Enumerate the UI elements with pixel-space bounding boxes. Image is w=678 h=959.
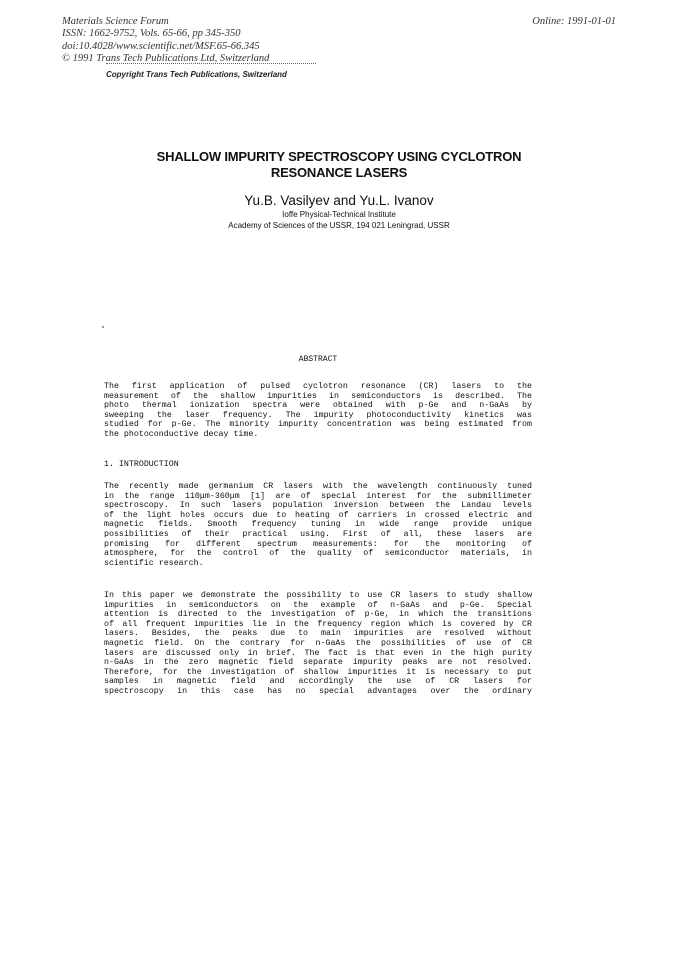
text-line: of all frequent impurities lie in the frequency region which is covered by CR: [104, 619, 532, 629]
text-line: spectroscopy in this case has no special advantages over the ordinary: [104, 686, 532, 696]
text-line: magnetic fields. Smooth frequency tuning in wide range provide unique: [104, 520, 532, 530]
journal-meta: [62, 16, 269, 65]
text-line: n-GaAs in the zero magnetic field separate impurity peaks are not resolved.: [104, 658, 532, 668]
text-line: promising for different spectrum measurements: for the monitoring of: [104, 539, 532, 549]
text-line: lasers are discussed only in brief. The fact is that even in the high purity: [104, 648, 532, 658]
text-line: In this paper we demonstrate the possibility to use CR lasers to study shallow: [104, 591, 532, 600]
text-line: in the range 110μm-360μm [1] are of special interest for the submillimeter: [104, 491, 532, 501]
issn-line: ISSN: 1662-9752, Vols. 65-66, pp 345-350: [62, 28, 241, 40]
title-line: SHALLOW IMPURITY SPECTROSCOPY USING CYCLOTRON: [156, 149, 522, 164]
affiliation-line: Ioffe Physical-Technical Institute: [282, 210, 396, 219]
paper-title: [110, 149, 568, 181]
text-line: attention is directed to the investigation of p-Ge, in which the transitions: [104, 610, 532, 620]
online-date: Online: 1991-01-01: [532, 16, 616, 27]
text-line: impurities in semiconductors on the example of n-GaAs and p-Ge. Special: [104, 600, 532, 610]
text-line: possibilities of their practical using. First of all, these lasers are: [104, 529, 532, 539]
text-line: samples in magnetic field and accordingly the use of CR lasers for: [104, 677, 532, 687]
text-line: sweeping the laser frequency. The impurity photoconductivity kinetics was: [104, 410, 532, 420]
title-line: RESONANCE LASERS: [270, 165, 408, 180]
doi-line: doi:10.4028/www.scientific.net/MSF.65-66.345: [62, 40, 260, 52]
text-line: lasers. Besides, the peaks due to main impurities are resolved without: [104, 629, 532, 639]
text-line: The first application of pulsed cyclotron resonance (CR) lasers to the: [104, 382, 532, 391]
copyright-notice: Copyright Trans Tech Publications, Switzerland: [106, 70, 287, 79]
text-line: spectroscopy. In such lasers population inversion between the Landau levels: [104, 501, 532, 511]
publisher-line: © 1991 Trans Tech Publications Ltd, Switzerland: [62, 52, 270, 64]
intro-paragraph-1: [104, 482, 532, 568]
text-line: studied for p-Ge. The minority impurity concentration was being estimated from: [104, 420, 532, 430]
text-line: of the light holes occurs due to heating of carriers in crossed electric and: [104, 510, 532, 520]
journal-name: Materials Science Forum: [62, 16, 169, 27]
abstract-paragraph: [104, 382, 532, 440]
text-line: Therefore, for the investigation of shallow impurities it is necessary to put: [104, 667, 532, 677]
text-line: magnetic field. On the contrary for n-GaAs the possibilities of use of CR: [104, 638, 532, 648]
affiliation-line: Academy of Sciences of the USSR, 194 021 Leningrad, USSR: [228, 221, 450, 230]
authors: Yu.B. Vasilyev and Yu.L. Ivanov: [244, 193, 434, 208]
intro-paragraph-2: [104, 591, 532, 697]
text-line: measurement of the shallow impurities in semiconductors is described. The: [104, 391, 532, 401]
abstract-heading: ABSTRACT: [298, 355, 338, 364]
section-heading: 1. INTRODUCTION: [104, 460, 179, 469]
text-line: The recently made germanium CR lasers with the wavelength continuously tuned: [104, 482, 532, 491]
text-line: atmosphere, for the control of the quality of semiconductor materials, in: [104, 549, 532, 559]
scan-speck: [102, 326, 104, 328]
text-line: the photoconductive decay time.: [104, 429, 259, 439]
text-line: photo thermal ionization spectra were obtained with p-Ge and n-GaAs by: [104, 401, 532, 411]
text-line: scientific research.: [104, 558, 204, 568]
struck-out-line: [106, 63, 316, 65]
affiliation: [110, 209, 568, 231]
